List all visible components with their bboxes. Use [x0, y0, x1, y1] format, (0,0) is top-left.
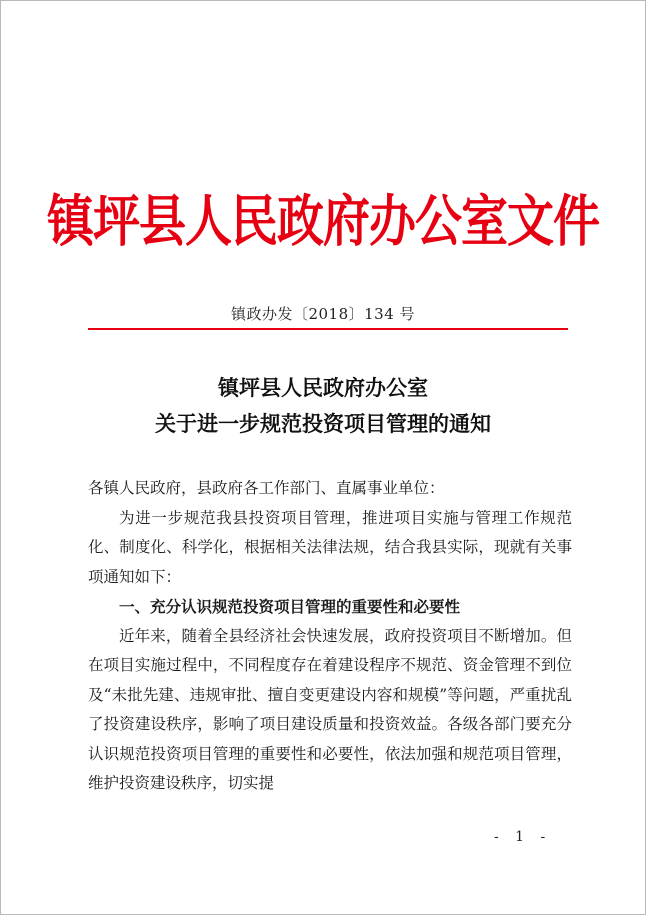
section-1-heading: 一、充分认识规范投资项目管理的重要性和必要性 [119, 597, 461, 616]
notice-title-line-2: 关于进一步规范投资项目管理的通知 [155, 411, 491, 436]
notice-title-line-1: 镇坪县人民政府办公室 [218, 375, 428, 400]
salutation: 各镇人民政府，县政府各工作部门、直属事业单位： [88, 479, 445, 497]
document-header-title: 镇坪县人民政府办公室文件 [47, 189, 599, 255]
intro-paragraph: 为进一步规范我县投资项目管理，推进项目实施与管理工作规范化、制度化、科学化，根据相关法律法规，结合我县实际，现就有关事项通知如下： [88, 508, 572, 586]
section-1-paragraph: 近年来，随着全县经济社会快速发展，政府投资项目不断增加。但在项目实施过程中，不同程度存在着建设程序不规范、资金管理不到位及“未批先建、违规审批、擅自变更建设内容和规模”等问题，严重扰乱了投资建设秩序，影响了项目建设质量和投资效益。各级各部门要充分认识规范投资项目管理的重要性和必要性，依法加强和规范项目管理，维护投资建设秩序，切实提 [88, 626, 572, 792]
document-number: 镇政办发〔2018〕134 号 [230, 305, 416, 323]
page-number: - 1 - [494, 829, 552, 845]
red-separator-line [88, 328, 568, 330]
document-body [88, 474, 572, 799]
